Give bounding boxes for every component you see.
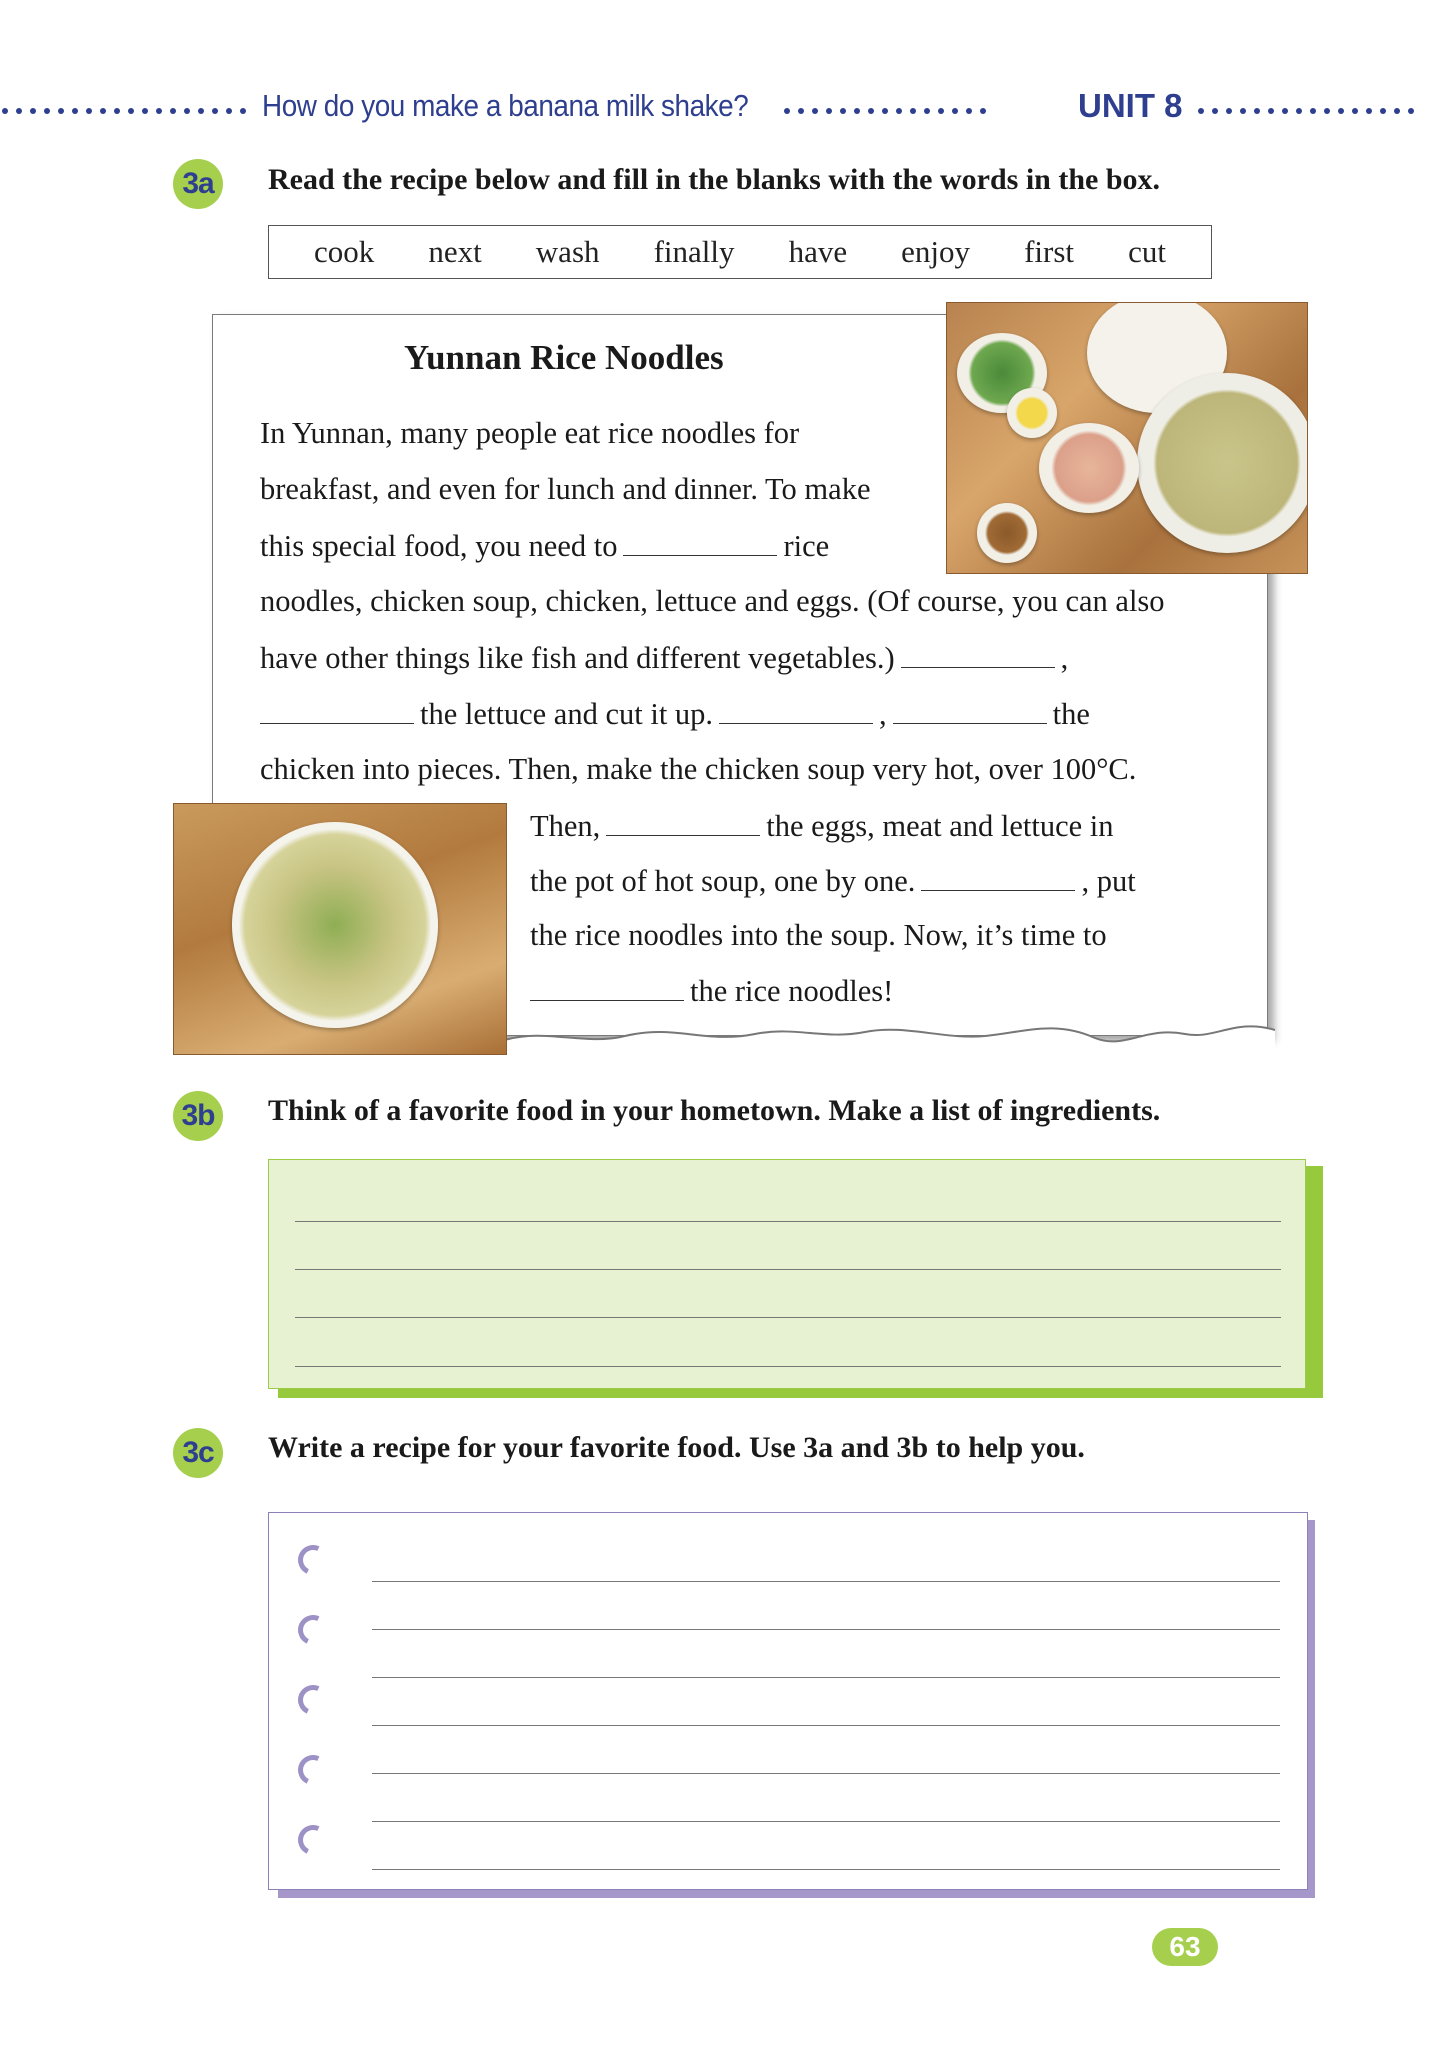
header-dot [114,108,120,114]
header-dot [924,108,930,114]
recipe-writing-line-3[interactable] [372,1677,1280,1678]
header-dot [966,108,972,114]
blank-8[interactable] [530,976,684,1001]
header-dot [100,108,106,114]
header-dot [1394,108,1400,114]
recipe-writing-line-2[interactable] [372,1629,1280,1630]
recipe-line-9 [530,864,1136,899]
unit-label: UNIT 8 [1078,87,1183,124]
header-dots-right [1198,96,1422,126]
rice-noodle-ingredients-photo [946,302,1308,574]
header-dot [826,108,832,114]
blank-3[interactable] [260,699,414,724]
header-dot [840,108,846,114]
header-dot [184,108,190,114]
word-wash: wash [535,234,600,269]
recipe-writing-line-1[interactable] [372,1581,1280,1582]
recipe-line-3-text: this special food, you need to [260,529,618,563]
word-finally: finally [653,234,735,269]
recipe-line-6-text: the lettuce and cut it up. [420,697,714,731]
header-dot [798,108,804,114]
recipe-writing-line-7[interactable] [372,1869,1280,1870]
instruction-3b: Think of a favorite food in your hometown. Make a list of ingredients. [268,1094,1161,1127]
recipe-line-3-end: rice [783,529,830,563]
header-dot [1408,108,1414,114]
header-dot [1296,108,1302,114]
recipe-line-4: noodles, chicken soup, chicken, lettuce and eggs. (Of course, you can also [260,584,1165,618]
meat-dish [1039,423,1139,513]
header-dot [952,108,958,114]
header-dot [44,108,50,114]
header-dot [1380,108,1386,114]
header-dot [980,108,986,114]
header-dot [86,108,92,114]
recipe-line-5-text: have other things like fish and different vegetables.) [260,641,895,675]
soup-bowl-2 [232,822,438,1028]
header-dot [812,108,818,114]
section-badge-3b: 3b [173,1091,223,1141]
recipe-line-2: breakfast, and even for lunch and dinner. To make [260,472,871,506]
blank-6[interactable] [606,811,760,836]
egg-dish [1007,388,1057,438]
header-dot [170,108,176,114]
header-dot [198,108,204,114]
header-dot [2,108,8,114]
recipe-line-6-comma: , [879,697,887,731]
header-dot [1338,108,1344,114]
header-dot [938,108,944,114]
recipe-line-8-end: the eggs, meat and lettuce in [766,809,1114,843]
header-dot [72,108,78,114]
header-dot [212,108,218,114]
header-dot [910,108,916,114]
header-dot [1240,108,1246,114]
header-dot [854,108,860,114]
blank-2[interactable] [901,643,1055,668]
blank-5[interactable] [893,699,1047,724]
section-badge-3a: 3a [173,159,223,209]
header-dot [1254,108,1260,114]
word-enjoy: enjoy [901,234,971,269]
recipe-line-8-text: Then, [530,809,601,843]
word-cut: cut [1128,234,1166,269]
header-dots-middle [784,96,994,126]
ingredients-line-2[interactable] [295,1269,1281,1270]
header-dot [142,108,148,114]
instruction-3c: Write a recipe for your favorite food. Use 3a and 3b to help you. [268,1431,1085,1464]
header-dot [1226,108,1232,114]
header-dot [156,108,162,114]
header-dot [1324,108,1330,114]
header-dot [1268,108,1274,114]
header-dot [1198,108,1204,114]
blank-1[interactable] [623,531,777,556]
recipe-writing-line-5[interactable] [372,1773,1280,1774]
header-dot [784,108,790,114]
recipe-line-9-text: the pot of hot soup, one by one. [530,864,916,898]
recipe-line-7: chicken into pieces. Then, make the chicken soup very hot, over 100°C. [260,752,1137,786]
recipe-line-9-end: , put [1081,864,1136,898]
recipe-line-6-end: the [1052,697,1090,731]
recipe-writing-box[interactable] [268,1512,1308,1890]
recipe-line-3 [260,529,829,564]
header-dot [1366,108,1372,114]
header-dot [16,108,22,114]
header-dots-left [2,96,254,126]
header-dot [30,108,36,114]
recipe-line-10: the rice noodles into the soup. Now, it’s time to [530,918,1107,952]
recipe-line-5 [260,641,1068,676]
header-dot [1282,108,1288,114]
instruction-3a: Read the recipe below and fill in the blanks with the words in the box. [268,163,1161,196]
header-dot [1352,108,1358,114]
recipe-line-11 [524,974,893,1009]
header-dot [128,108,134,114]
section-badge-3c: 3c [173,1428,223,1478]
word-first: first [1024,234,1075,269]
word-box [268,225,1212,279]
soup-bowl [1137,373,1308,553]
header-dot [58,108,64,114]
header-dot [226,108,232,114]
header-title: How do you make a banana milk shake? [262,88,749,123]
rice-noodle-soup-bowl-photo [173,803,507,1055]
page-number: 63 [1152,1928,1218,1966]
recipe-line-11-text: the rice noodles! [690,974,894,1008]
header-dot [896,108,902,114]
ingredients-line-3[interactable] [295,1317,1281,1318]
header-dot [1212,108,1218,114]
condiment-dish [977,503,1037,563]
recipe-writing-line-6[interactable] [372,1821,1280,1822]
recipe-writing-line-4[interactable] [372,1725,1280,1726]
recipe-line-8 [530,809,1114,844]
word-have: have [788,234,848,269]
ingredients-line-1[interactable] [295,1221,1281,1222]
recipe-line-1: In Yunnan, many people eat rice noodles for [260,416,800,450]
header-dot [882,108,888,114]
header-dot [868,108,874,114]
recipe-line-5-comma: , [1060,641,1069,675]
recipe-title: Yunnan Rice Noodles [404,338,724,377]
word-next: next [428,234,482,269]
torn-paper-edge [505,1010,1275,1060]
header-dot [240,108,246,114]
recipe-line-6 [254,697,1090,732]
ingredients-line-4[interactable] [295,1366,1281,1367]
blank-4[interactable] [719,699,873,724]
header-dot [1310,108,1316,114]
ingredients-box[interactable] [268,1159,1306,1389]
word-cook: cook [314,234,375,269]
blank-7[interactable] [921,866,1075,891]
